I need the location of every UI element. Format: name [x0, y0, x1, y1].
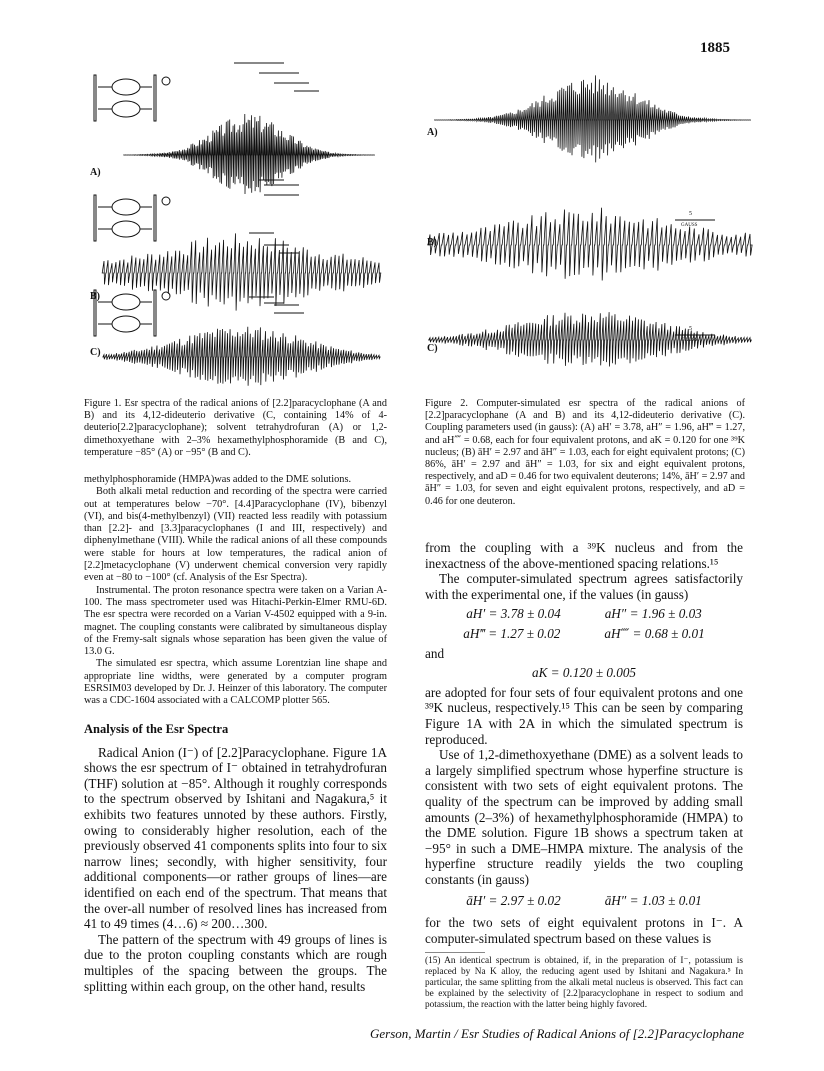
left-large-text — [84, 745, 387, 995]
equation-1 — [425, 606, 743, 622]
paragraph: Both alkali metal reduction and recording of the spectra were carried out at temperatures below −70°. [4.4]Paracyclophane (IV), bibenzyl (VI), and bis(4-methylbenzyl) (VII) reacted less readily with potassium than [2.2]- and [3.3]paracyclophanes (I and III, respectively) and diphenylmethane (VIII). While the radical anions of all these compounds were stable for hours at low temperatures, the radical anion of [2.2]metacyclophane (V) underwent chemical conversion very rapidly even at −80 to −100° (cf. Analysis of the Esr Spectra). — [84, 486, 387, 584]
right-column — [425, 540, 743, 1011]
spectrum-trace — [102, 233, 381, 310]
spectrum-trace — [103, 327, 380, 386]
paragraph: The simulated esr spectra, which assume Lorentzian line shape and appropriate line widths, were generated by a computer program ESRSIM03 developed by Dr. J. Heinzer of this laboratory. The computer was a CDC-1604 associated with a CALCOMP plotter 565. — [84, 658, 387, 707]
equation-2 — [425, 626, 743, 642]
left-column — [84, 474, 387, 994]
fig2-label-a: A) — [427, 127, 438, 138]
eq-ah4: aH⁗ = 0.68 ± 0.01 — [604, 625, 705, 641]
section-heading: Analysis of the Esr Spectra — [84, 721, 229, 736]
fig1-label-b: B) — [90, 291, 100, 302]
equation-3 — [425, 665, 743, 681]
fig1-label-c: C) — [90, 347, 101, 358]
figure-2 — [425, 55, 755, 390]
eq-ak: aK = 0.120 ± 0.005 — [531, 665, 637, 681]
paragraph: The pattern of the spectrum with 49 groups of lines is due to the proton coupling constants which are rough multiples of the spacing between the groups. The splitting within each group, on the other hand, results — [84, 931, 387, 994]
eq-abar1: āH′ = 2.97 ± 0.02 — [466, 893, 561, 909]
eq-ah2: aH″ = 1.96 ± 0.03 — [604, 606, 702, 622]
paragraph: are adopted for four sets of four equivalent protons and one ³⁹K nucleus, respectively.¹⁵ This can be seen by comparing Figure 1A with 2A in which the simulated spectrum is reproduced. — [425, 684, 743, 747]
paragraph: from the coupling with a ³⁹K nucleus and from the inexactness of the above-mentioned spacing relations.¹⁵ — [425, 540, 743, 571]
eq-abar2: āH″ = 1.03 ± 0.01 — [604, 893, 702, 909]
paragraph: Radical Anion (I⁻) of [2.2]Paracyclophane. Figure 1A shows the esr spectrum of I⁻ obtained in tetrahydrofuran (THF) solution at −85°. Although it roughly corresponds to the spectrum observed by Ishitani and Nagakura,⁵ it exhibits two features unnoted by these authors. Firstly, owing to considerably higher resolution, each of the previously observed 41 components splits into four to six narrow lines; secondly, with higher sensitivity, four additional components—or rather groups of lines—are identified on each end of the spectrum. That means that the over-all number of resolved lines has increased from 41 to 49 times (4…6) ≈ 200…300. — [84, 744, 387, 932]
footnote-15: (15) An identical spectrum is obtained, if, in the preparation of I⁻, potassium is replaced by Na K alloy, the reducing agent used by Ishitani and Nagakura.⁵ In particular, the same splitting from the alkali metal nucleus is observed. This fact can be explained by the selectivity of [2.2]paracyclophane in respect to sodium and potassium, the reaction with the latter being highly favored. — [425, 956, 743, 1011]
page-number: 1885 — [700, 40, 730, 56]
paragraph: methylphosphoramide (HMPA)was added to the DME solutions. — [84, 474, 352, 485]
fig2-gauss-b: GAUSS — [681, 223, 698, 228]
fig2-label-c: C) — [427, 343, 438, 354]
figure-2-caption: Figure 2. Computer-simulated esr spectra of the radical anions of [2.2]paracyclophane (A and B) and its 4,12-dideuterio derivative (C). Coupling parameters used (in gauss): (A) aH′ = 3.78, aH″ = 1.96, aH‴ = 1.27, and aH⁗ = 0.68, each for four equivalent protons, and aK = 0.120 for one ³⁹K nucleus; (B) āH′ = 2.97 and āH″ = 1.03, each for eight equivalent protons; (C) 86%, āH′ = 2.97 and āH″ = 1.03, for six and eight equivalent protons, respectively, and aD = 0.46 for two equivalent deuterons; 14%, āH′ = 2.97 and āH″ = 1.03, for seven and eight equivalent protons, respectively, and aD = 0.46 for one deuteron. — [425, 398, 746, 507]
footnote-rule — [425, 952, 485, 953]
figure-1-caption: Figure 1. Esr spectra of the radical anions of [2.2]paracyclophane (A and B) and its 4,12-dideuterio derivative (C, containing 14% of 4-deuterio[2.2]paracyclophane); solvent tetrahydrofuran (A) or 1,2-dimethoxyethane with 2–3% hexamethylphosphoramide (B and C), temperature −85° (A) or −95° (B and C). — [84, 398, 387, 458]
spectrum-trace — [429, 312, 752, 366]
spectrum-trace — [428, 208, 752, 281]
figure-2-spectra — [425, 55, 755, 390]
paragraph: The computer-simulated spectrum agrees satisfactorily with the experimental one, if the values (in gauss) — [425, 571, 743, 602]
and-word: and — [425, 645, 445, 661]
equation-4 — [425, 893, 743, 909]
paragraph: for the two sets of eight equivalent protons in I⁻. A computer-simulated spectrum based on these values is — [425, 915, 743, 946]
fig2-scale-c: 5 — [689, 326, 692, 332]
paragraph: Instrumental. The proton resonance spectra were taken on a Varian A-100. The mass spectrometer used was Hitachi-Perkin-Elmer RMU-6D. The esr spectra were recorded on a Varian V-4502 equipped with a 9-in. magnet. The coupling constants were calibrated by simultaneous display of the Fremy-salt signals whose separation has been given the value of 13.0 G. — [84, 584, 387, 658]
running-footer: Gerson, Martin / Esr Studies of Radical Anions of [2.2]Paracyclophane — [370, 1026, 745, 1041]
fig2-label-b: B) — [427, 237, 437, 248]
figure-1 — [84, 55, 384, 390]
eq-ah1: aH′ = 3.78 ± 0.04 — [466, 606, 561, 622]
spectrum-trace — [123, 114, 374, 194]
figure-1-spectra — [84, 55, 384, 390]
left-small-text — [84, 474, 387, 708]
spectrum-trace — [434, 75, 751, 162]
fig2-scale-b: 5 — [689, 211, 692, 217]
paragraph: Use of 1,2-dimethoxyethane (DME) as a solvent leads to a largely simplified spectrum whose hyperfine structure is consistent with two sets of eight equivalent protons. The quality of the spectrum can be improved by adding small amounts (2–3%) of hexamethylphosphoramide (HMPA) to the DME solution. Figure 1B shows a spectrum taken at −95° in such a DME–HMPA mixture. The analysis of the hyperfine structure readily yields the two coupling constants (in gauss) — [425, 747, 743, 887]
fig1-label-a: A) — [90, 167, 101, 178]
eq-ah3: aH‴ = 1.27 ± 0.02 — [463, 625, 561, 641]
fig2-gauss-c: GAUSS — [681, 338, 698, 343]
